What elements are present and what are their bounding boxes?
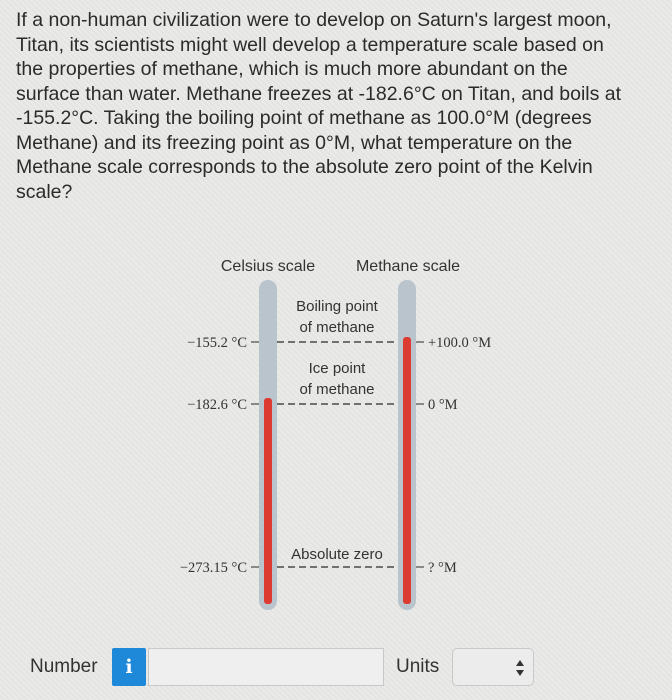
question-text (16, 8, 656, 204)
number-input[interactable] (148, 648, 384, 686)
select-arrows-icon (515, 658, 525, 678)
thermometer-figure (0, 240, 672, 630)
methane-freezing-value: 0 °M (428, 397, 458, 413)
boiling-point-label: of methane (299, 319, 375, 336)
question-line: Methane scale corresponds to the absolute zero point of the Kelvin (16, 156, 593, 178)
question-line: surface than water. Methane freezes at -182.6°C on Titan, and boils at (16, 82, 622, 105)
info-icon[interactable]: i (112, 648, 146, 686)
question-line: scale? (16, 180, 73, 203)
boiling-point-label: Boiling point (296, 298, 378, 315)
thermometer-diagram (0, 240, 672, 630)
celsius-absolute-value: −273.15 °C (179, 560, 247, 576)
question-line: Titan, its scientists might well develop a temperature scale based on (16, 33, 604, 56)
methane-mercury-column (403, 337, 411, 604)
celsius-scale-title: Celsius scale (220, 258, 316, 275)
celsius-mercury-column (264, 398, 272, 604)
methane-absolute-value: ? °M (428, 560, 457, 576)
question-line: the properties of methane, which is much more abundant on the (16, 58, 568, 80)
question-line: If a non-human civilization were to develop on Saturn's largest moon, (16, 9, 612, 31)
ice-point-label: of methane (299, 381, 375, 398)
units-select[interactable] (452, 648, 534, 686)
absolute-zero-label: Absolute zero (291, 546, 383, 563)
question-line: Methane) and its freezing point as 0°M, what temperature on the (16, 131, 573, 154)
celsius-boiling-value: −155.2 °C (187, 335, 247, 351)
methane-boiling-value: +100.0 °M (428, 335, 492, 351)
number-label: Number (30, 656, 98, 677)
answer-row (0, 640, 672, 692)
ice-point-label: Ice point (308, 360, 366, 377)
units-label: Units (396, 656, 440, 677)
question-line: -155.2°C. Taking the boiling point of methane as 100.0°M (degrees (16, 107, 592, 129)
celsius-freezing-value: −182.6 °C (187, 397, 247, 413)
methane-scale-title: Methane scale (355, 258, 461, 275)
